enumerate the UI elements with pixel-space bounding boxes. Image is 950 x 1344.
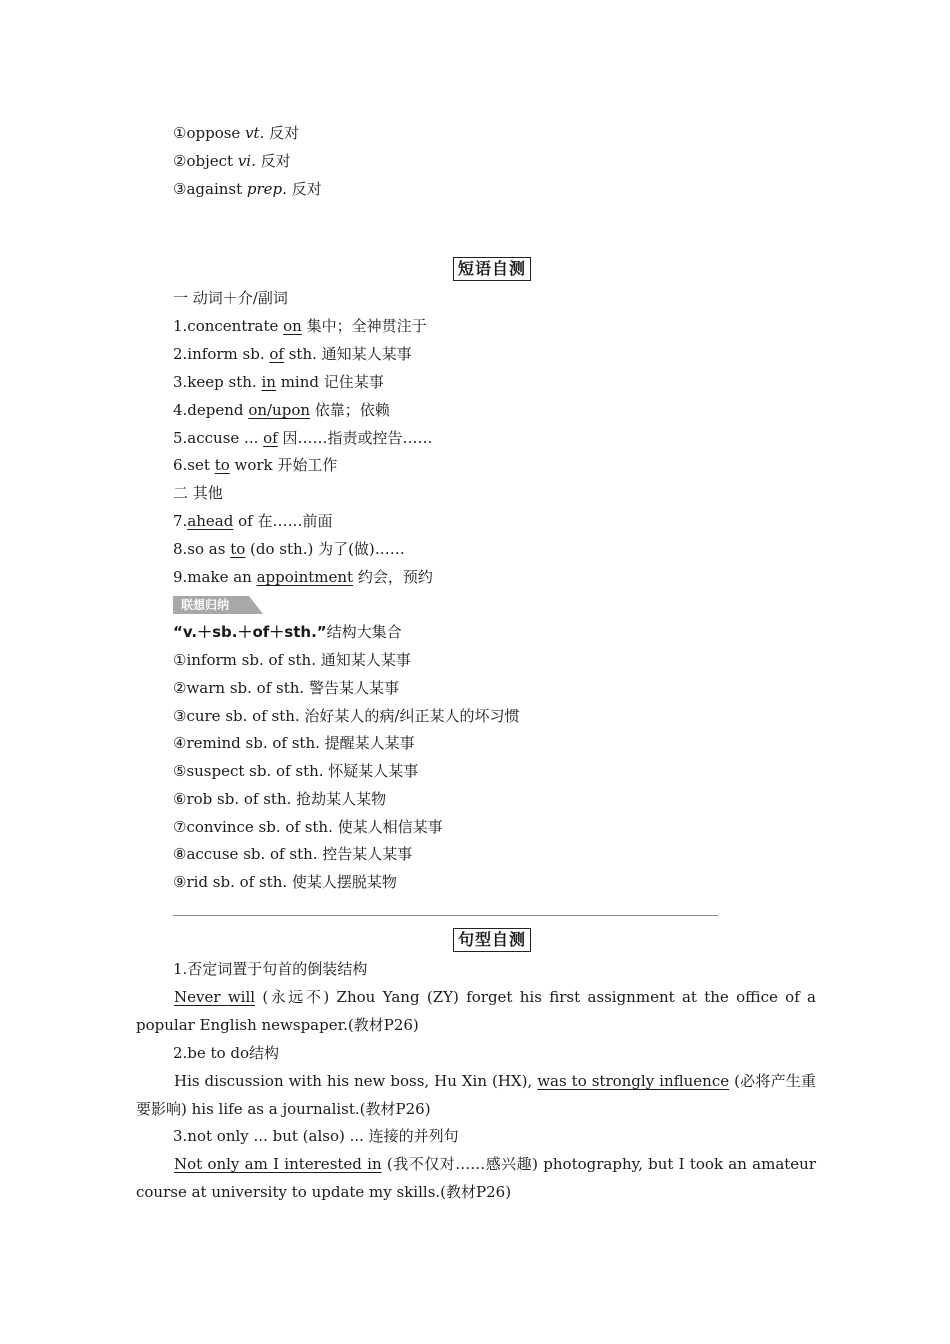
list-marker: ③ bbox=[173, 180, 187, 198]
meaning: 反对 bbox=[291, 180, 322, 198]
association-item: ③cure sb. of sth. 治好某人的病/纠正某人的坏习惯 bbox=[173, 707, 520, 725]
sentence-heading: 1.否定词置于句首的倒装结构 bbox=[173, 960, 368, 978]
list-marker: ② bbox=[173, 152, 187, 170]
top-list-item bbox=[173, 123, 299, 143]
phrase-item: 7.ahead of 在……前面 bbox=[173, 512, 333, 530]
phrase-item: 1.concentrate on 集中；全神贯注于 bbox=[173, 317, 427, 335]
answer-blank: appointment bbox=[256, 568, 354, 586]
heading-text: 结构大集合 bbox=[326, 623, 402, 641]
meaning: 反对 bbox=[260, 152, 291, 170]
answer-blank: ahead bbox=[187, 512, 234, 530]
word: oppose bbox=[186, 124, 241, 142]
answer-blank: of bbox=[269, 345, 284, 363]
group-heading: 二 其他 bbox=[173, 484, 223, 502]
answer-blank: on bbox=[283, 317, 302, 335]
tag-label: 联想归纳 bbox=[181, 598, 230, 612]
part-of-speech: vt. bbox=[245, 124, 265, 142]
sentence-section-title: 句型自测 bbox=[453, 928, 531, 952]
association-item: ⑨rid sb. of sth. 使某人摆脱某物 bbox=[173, 873, 397, 891]
association-item: ⑧accuse sb. of sth. 控告某人某事 bbox=[173, 845, 413, 863]
answer-blank: Never will bbox=[174, 988, 256, 1006]
answer-blank: on/upon bbox=[248, 401, 311, 419]
association-tag bbox=[173, 596, 263, 614]
phrase-item: 3.keep sth. in mind 记住某事 bbox=[173, 373, 384, 391]
association-item: ②warn sb. of sth. 警告某人某事 bbox=[173, 679, 399, 697]
part-of-speech: vi. bbox=[237, 152, 256, 170]
association-item: ④remind sb. of sth. 提醒某人某事 bbox=[173, 734, 415, 752]
section-divider bbox=[173, 915, 718, 916]
association-heading bbox=[173, 622, 402, 642]
association-item: ①inform sb. of sth. 通知某人某事 bbox=[173, 651, 411, 669]
answer-blank: to bbox=[214, 456, 230, 474]
answer-blank: was to strongly influence bbox=[537, 1072, 730, 1090]
phrase-item: 6.set to work 开始工作 bbox=[173, 456, 338, 474]
answer-blank: of bbox=[263, 429, 278, 447]
word: against bbox=[186, 180, 243, 198]
phrase-item: 9.make an appointment 约会，预约 bbox=[173, 568, 433, 586]
list-marker: ① bbox=[173, 124, 187, 142]
phrase-item: 2.inform sb. of sth. 通知某人某事 bbox=[173, 345, 412, 363]
top-list-item bbox=[173, 151, 291, 171]
phrase-item: 4.depend on/upon 依靠；依赖 bbox=[173, 401, 390, 419]
sentence-example: Not only am I interested in (我不仅对……感兴趣) photography, but I took an amateur course at university to update my skills.(教材P26) bbox=[136, 1155, 816, 1201]
sentence-heading: 2.be to do结构 bbox=[173, 1044, 280, 1062]
answer-blank: in bbox=[261, 373, 276, 391]
answer-blank: Not only am I interested in bbox=[174, 1155, 382, 1173]
answer-blank: to bbox=[230, 540, 246, 558]
association-item: ⑦convince sb. of sth. 使某人相信某事 bbox=[173, 818, 443, 836]
sentence-example: His discussion with his new boss, Hu Xin (HX), was to strongly influence (必将产生重要影响) his life as a journalist.(教材P26) bbox=[136, 1072, 817, 1118]
structure-formula: “v.＋sb.＋of＋sth.” bbox=[173, 623, 327, 641]
group-heading: 一 动词＋介/副词 bbox=[173, 289, 288, 307]
sentence-heading: 3.not only ... but (also) ... 连接的并列句 bbox=[173, 1127, 459, 1145]
word: object bbox=[186, 152, 234, 170]
part-of-speech: prep. bbox=[246, 180, 287, 198]
association-item: ⑥rob sb. of sth. 抢劫某人某物 bbox=[173, 790, 387, 808]
phrase-item: 5.accuse ... of 因……指责或控告…… bbox=[173, 429, 433, 447]
association-item: ⑤suspect sb. of sth. 怀疑某人某事 bbox=[173, 762, 419, 780]
meaning: 反对 bbox=[269, 124, 300, 142]
top-list-item bbox=[173, 179, 322, 199]
sentence-example: Never will (永远不) Zhou Yang (ZY) forget his first assignment at the office of a popular English newspaper.(教材P26) bbox=[136, 988, 816, 1034]
phrase-item: 8.so as to (do sth.) 为了(做)…… bbox=[173, 540, 405, 558]
phrase-section-title: 短语自测 bbox=[453, 257, 531, 281]
